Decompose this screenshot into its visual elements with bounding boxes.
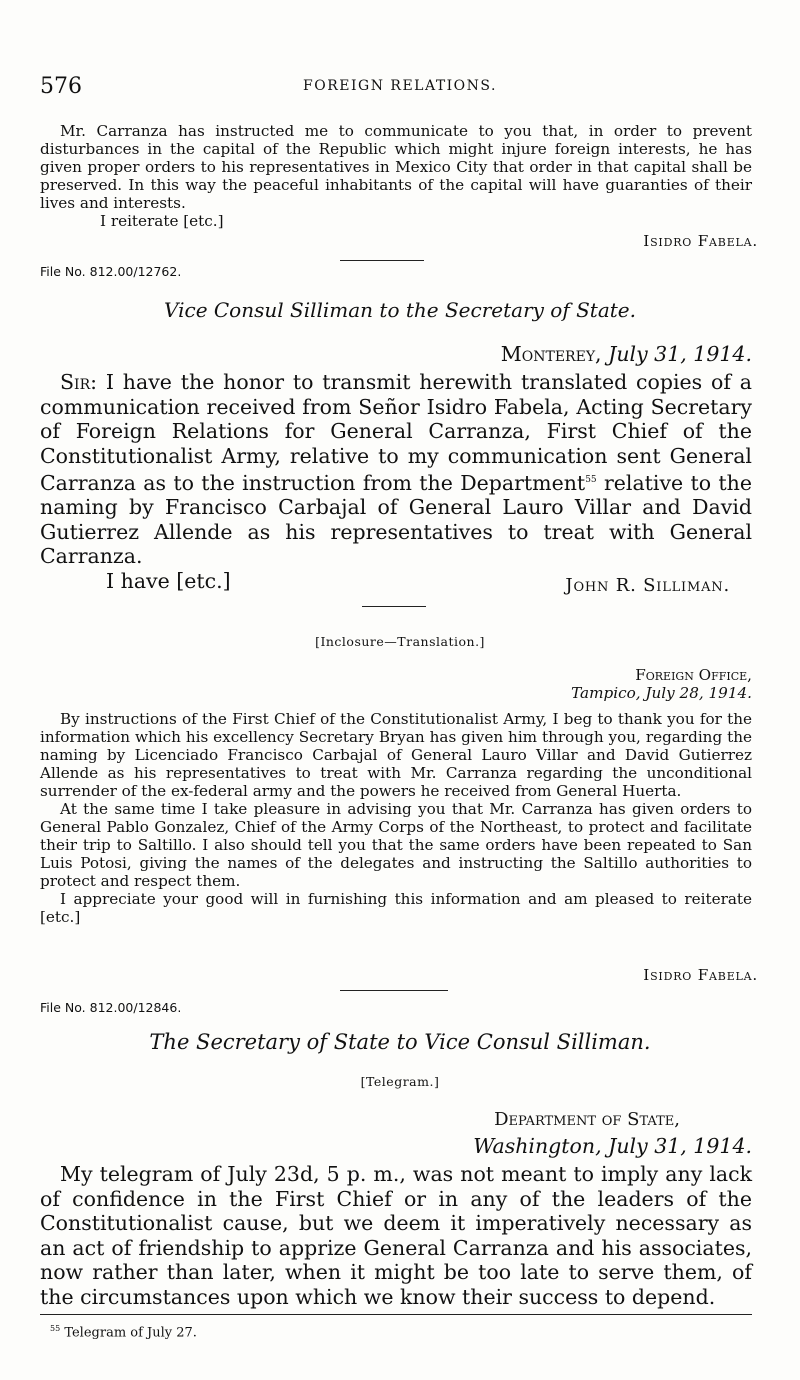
file-number: File No. 812.00/12762.: [40, 264, 182, 279]
paragraph: By instructions of the First Chief of the Constitutionalist Army, I beg to thank you for the information which his excellency Secretary Bryan has given him through you, regarding the naming by Licenciado Francisco Carbajal of General Lauro Villar and David Gutierrez Allende as his representatives to treat with Mr. Carranza regarding the unconditional surrender of the ex-federal army and the powers he received from General Huerta.: [40, 710, 752, 800]
salutation: Sir:: [60, 370, 98, 394]
footnote: [50, 1324, 197, 1340]
inclosure-body: [40, 710, 752, 926]
place-date: Washington, July 31, 1914.: [473, 1134, 752, 1158]
office: Foreign Office,: [635, 666, 752, 684]
signature: John R. Silliman.: [565, 575, 730, 596]
paragraph: My telegram of July 23d, 5 p. m., was not meant to imply any lack of confidence in the First Chief or in any of the leaders of the Constitutionalist cause, but we deem it imperatively necessary as an act of friendship to apprize General Carranza and his associates, now rather than later, when it might be too late to serve them, of the circumstances upon which we know their success to depend.: [40, 1162, 752, 1309]
place-date: Tampico, July 28, 1914.: [571, 684, 752, 702]
footnote-reference: 55: [585, 475, 597, 485]
telegram-label: [Telegram.]: [360, 1074, 440, 1089]
divider: [340, 990, 448, 991]
paragraph: I appreciate your good will in furnishing this information and am pleased to reiterate [etc.]: [40, 890, 752, 926]
inclosure-label: [Inclosure—Translation.]: [315, 634, 485, 649]
footnote-mark: 55: [50, 1324, 61, 1333]
divider: [340, 260, 424, 261]
divider: [362, 606, 426, 607]
file-number: File No. 812.00/12846.: [40, 1000, 182, 1015]
place: Monterey,: [500, 342, 602, 366]
running-head: FOREIGN RELATIONS.: [303, 78, 497, 94]
footnote-text: Telegram of July 27.: [64, 1325, 197, 1341]
body-text: relative to the naming by Francisco Carbajal of General Lauro Villar and David Gutierrez Allende as his representatives to treat with General Carranza.: [40, 470, 752, 569]
signature: Isidro Fabela.: [643, 232, 758, 250]
document-title: The Secretary of State to Vice Consul Silliman.: [149, 1030, 651, 1054]
closing: I reiterate [etc.]: [100, 212, 224, 230]
page-header: [40, 74, 760, 104]
paragraph: Mr. Carranza has instructed me to communicate to you that, in order to prevent disturbances in the capital of the Republic which might injure foreign interests, he has given proper orders to his representatives in Mexico City that order in that capital shall be preserved. In this way the peaceful inhabitants of the capital will have guaranties of their lives and interests.: [40, 122, 752, 212]
signature: Isidro Fabela.: [643, 966, 758, 984]
letter-body: [40, 370, 752, 593]
footnote-rule: [40, 1314, 752, 1315]
letter-continuation: [40, 122, 752, 230]
date: July 31, 1914.: [608, 342, 752, 366]
paragraph: At the same time I take pleasure in advising you that Mr. Carranza has given orders to General Pablo Gonzalez, Chief of the Army Corps of the Northeast, to protect and facilitate their trip to Saltillo. I also should tell you that the same orders have been repeated to San Luis Potosi, giving the names of the delegates and instructing the Saltillo authorities to protect and respect them.: [40, 800, 752, 890]
document-title: Vice Consul Silliman to the Secretary of State.: [164, 298, 636, 322]
body-text: I have the honor to transmit herewith translated copies of a communication received from Señor Isidro Fabela, Acting Secretary of Foreign Relations for General Carranza, First Chief of the Constitutionalist Army, relative to my communication sent General Carranza as to the instruction from the Department: [40, 370, 752, 495]
office: Department of State,: [494, 1109, 680, 1130]
telegram-body: [40, 1162, 752, 1309]
closing: I have [etc.]: [106, 568, 231, 593]
dateline: [501, 342, 752, 367]
page-number: 576: [40, 74, 82, 99]
paragraph: [40, 370, 752, 569]
